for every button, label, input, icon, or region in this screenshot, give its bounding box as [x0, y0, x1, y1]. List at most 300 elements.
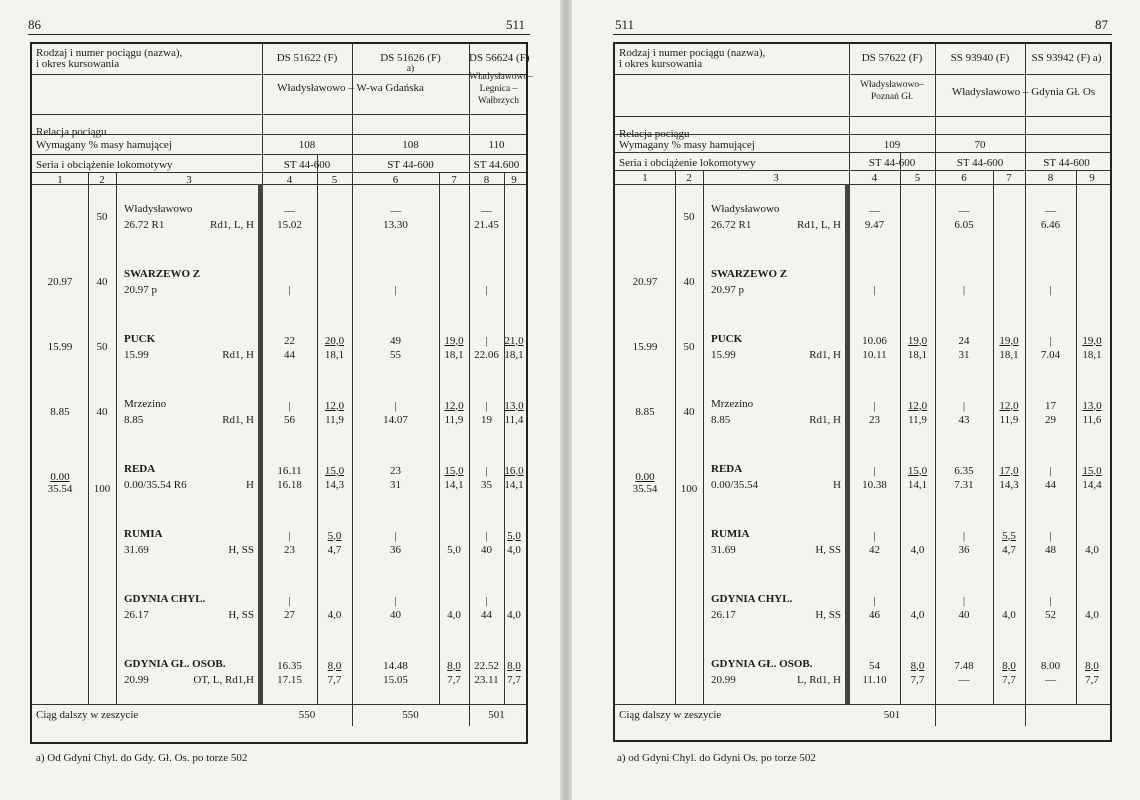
station-name: GDYNIA CHYL.: [711, 592, 793, 605]
column-number: 9: [511, 174, 517, 186]
running-time: 8,0: [1002, 659, 1016, 672]
arrival-time: |: [485, 464, 488, 477]
station-codes: Rd1, H: [222, 348, 254, 361]
train-relation: Poznań Gł.: [870, 92, 914, 102]
continued-label: Ciąg dalszy w zeszycie: [619, 709, 722, 721]
train-number: SS 93940 (F): [950, 52, 1010, 64]
running-time: 19,0: [907, 334, 928, 347]
departure-time: 42: [869, 543, 880, 556]
departure-time: 23: [284, 543, 295, 556]
departure-time: 6.05: [954, 218, 974, 231]
departure-time: 40: [481, 543, 492, 556]
station-codes: H: [246, 478, 254, 491]
running-time-alt: 7,7: [327, 673, 342, 686]
arrival-time: |: [1049, 529, 1052, 542]
arrival-time: |: [1049, 334, 1052, 347]
arrival-time: 22: [284, 334, 295, 347]
station-km: 31.69: [124, 543, 149, 556]
departure-time: 31: [958, 348, 970, 361]
row-rule: [615, 74, 1110, 75]
period-label: i okres kursowania: [36, 58, 120, 70]
arrival-time: 49: [390, 334, 401, 347]
departure-time: 48: [1045, 543, 1056, 556]
station-km: 20.99: [711, 673, 736, 686]
running-time-alt: 11,9: [444, 413, 464, 426]
departure-time: 36: [390, 543, 401, 556]
station-km: 8.85: [124, 413, 144, 426]
station-name: Mrzezino: [124, 397, 167, 410]
station-codes: Rd1, H: [809, 348, 841, 361]
running-time-alt: 4,0: [327, 608, 342, 621]
running-time-alt: 14,1: [504, 478, 524, 491]
station-km: 20.97 p: [124, 283, 157, 296]
column-number: 9: [1089, 172, 1095, 184]
column-number: 2: [686, 172, 692, 184]
column-rule: [703, 170, 704, 704]
departure-time: |: [962, 283, 966, 296]
station-name: REDA: [124, 462, 156, 475]
speed-limit: 40: [96, 405, 108, 418]
train-number: DS 51626 (F): [380, 52, 441, 64]
running-time-alt: 11,9: [999, 413, 1019, 426]
row-rule: [615, 116, 1110, 117]
station-name: Mrzezino: [711, 397, 754, 410]
total-load: 501: [883, 709, 901, 721]
km-value: 8.85: [635, 405, 655, 418]
station-name: GDYNIA CHYL.: [124, 592, 206, 605]
train-header-label: Rodzaj i numer pociągu (nazwa),: [619, 47, 766, 59]
departure-time: |: [288, 283, 291, 296]
left-page: [0, 0, 560, 800]
running-time-alt: 18,1: [444, 348, 464, 361]
departure-time: 10.11: [862, 348, 887, 361]
right-page: [572, 0, 1140, 800]
speed-limit: 40: [683, 275, 695, 288]
row-rule: [615, 170, 1110, 171]
departure-time: |: [485, 283, 488, 296]
arrival-time: 22.52: [474, 659, 499, 672]
departure-time: 9.47: [864, 218, 885, 231]
column-rule: [1025, 44, 1026, 726]
header-rule: [28, 34, 530, 35]
station-name: RUMIA: [124, 527, 163, 540]
running-time: 20,0: [324, 334, 345, 347]
running-time-alt: 7,7: [507, 673, 521, 686]
km-value: 15.99: [47, 340, 73, 353]
speed-limit: 100: [93, 482, 111, 495]
arrival-time: |: [485, 399, 488, 412]
footnote: a) Od Gdyni Chyl. do Gdy. Gł. Os. po torze 502: [36, 752, 248, 764]
arrival-time: 10.06: [862, 334, 887, 347]
km-value: 20.97: [632, 275, 658, 288]
running-time: 19,0: [444, 334, 464, 347]
km-value-alt: 35.54: [632, 482, 658, 495]
loco-series: ST 44-600: [283, 159, 331, 171]
station-codes: L, Rd1, H: [797, 673, 841, 686]
departure-time: 40: [958, 608, 970, 621]
total-load: 550: [298, 709, 316, 721]
row-rule: [32, 704, 526, 705]
row-rule: [32, 154, 526, 155]
running-time-alt: 4,7: [327, 543, 342, 556]
station-codes: H, SS: [228, 608, 254, 621]
running-time: 15,0: [324, 464, 345, 477]
departure-time: |: [394, 283, 397, 296]
departure-time: 23.11: [474, 673, 499, 686]
arrival-time: |: [873, 529, 876, 542]
column-number: 6: [961, 172, 967, 184]
column-number: 4: [286, 174, 293, 186]
column-number: 4: [871, 172, 878, 184]
departure-time: 35: [481, 478, 492, 491]
arrival-time: —: [869, 204, 880, 217]
row-rule: [615, 152, 1110, 153]
running-time: 19,0: [999, 334, 1019, 347]
arrival-time: |: [873, 464, 876, 477]
brake-percent: 108: [298, 139, 316, 151]
column-rule: [675, 170, 676, 704]
departure-time: 56: [284, 413, 295, 426]
arrival-time: |: [394, 529, 397, 542]
running-time: 5,0: [327, 529, 342, 542]
running-time-alt: 4,0: [507, 543, 521, 556]
running-time-alt: 4,0: [1085, 543, 1099, 556]
departure-time: |: [873, 283, 876, 296]
station-codes: Rd1, L, H: [210, 218, 254, 231]
timetable-number: 511: [615, 17, 635, 32]
timetable-grid: [30, 42, 533, 744]
departure-time: 44: [481, 608, 492, 621]
train-number: DS 56624 (F): [469, 52, 530, 64]
station-km: 26.17: [711, 608, 736, 621]
departure-time: 44: [284, 348, 295, 361]
brake-label: Wymagany % masy hamującej: [36, 139, 172, 151]
train-number: SS 93942 (F) a): [1031, 52, 1102, 64]
row-rule: [615, 704, 1110, 705]
column-number: 1: [642, 172, 648, 184]
running-time-alt: 14,1: [444, 478, 464, 491]
running-time-alt: 11,9: [325, 413, 344, 426]
station-km: 26.72 R1: [124, 218, 165, 231]
loco-series: ST 44.600: [473, 159, 520, 171]
running-time-alt: 18,1: [324, 348, 345, 361]
row-rule: [32, 74, 526, 75]
running-time-alt: 4,0: [1002, 608, 1016, 621]
arrival-time: 23: [390, 464, 401, 477]
column-number: 8: [483, 174, 490, 186]
arrival-time: 54: [869, 659, 880, 672]
arrival-time: |: [485, 594, 488, 607]
running-time: 15,0: [444, 464, 464, 477]
station-codes: Rd1, H: [809, 413, 841, 426]
running-time-alt: 14,3: [999, 478, 1019, 491]
arrival-time: |: [394, 594, 397, 607]
arrival-time: 7.48: [954, 659, 974, 672]
station-km: 26.72 R1: [711, 218, 752, 231]
km-value: 15.99: [632, 340, 658, 353]
departure-time: —: [958, 673, 970, 686]
speed-limit: 50: [96, 210, 108, 223]
km-value: 0.00: [50, 470, 70, 483]
book-gutter: [560, 0, 572, 800]
departure-time: 23: [869, 413, 880, 426]
arrival-time: 16.35: [277, 659, 302, 672]
column-rule: [900, 152, 901, 704]
km-value: 20.97: [47, 275, 73, 288]
departure-time: 6.46: [1040, 218, 1061, 231]
column-number: 2: [99, 174, 105, 186]
running-time-alt: 18,1: [907, 348, 928, 361]
footnote: a) od Gdyni Chyl. do Gdyni Os. po torze 502: [617, 752, 816, 764]
running-time-alt: 11,4: [504, 413, 524, 426]
train-relation: Legnica –: [479, 84, 518, 94]
column-rule-thick: [845, 184, 850, 704]
loco-series: ST 44-600: [956, 157, 1004, 169]
km-value-alt: 35.54: [47, 482, 73, 495]
running-time: 12,0: [907, 399, 928, 412]
train-relation: Władysławowo – Gdynia Gł. Os: [951, 86, 1096, 98]
running-time: 19,0: [1082, 334, 1102, 347]
running-time: 8,0: [507, 659, 521, 672]
running-time-alt: 7,7: [1002, 673, 1016, 686]
station-codes: H: [833, 478, 841, 491]
brake-percent: 110: [488, 139, 505, 151]
train-number: DS 57622 (F): [861, 52, 923, 64]
column-number: 5: [331, 174, 338, 186]
column-rule: [1076, 170, 1077, 704]
station-name: Władysławowo: [711, 202, 780, 215]
station-km: 15.99: [124, 348, 149, 361]
train-header-label: Rodzaj i numer pociągu (nazwa),: [36, 47, 183, 59]
km-value: 0.00: [635, 470, 655, 483]
departure-time: 22.06: [474, 348, 499, 361]
relation-label: Relacja pociągu: [36, 126, 107, 138]
train-number: DS 51622 (F): [276, 52, 338, 64]
loco-series: ST 44-600: [1043, 157, 1090, 169]
loco-series: ST 44-600: [868, 157, 916, 169]
running-time: 12,0: [324, 399, 345, 412]
total-load: 550: [402, 709, 419, 721]
running-time: 15,0: [907, 464, 928, 477]
arrival-time: |: [288, 529, 291, 542]
column-rule-thick: [258, 184, 263, 704]
column-rule: [439, 172, 440, 704]
running-time: 8,0: [327, 659, 342, 672]
station-name: GDYNIA GŁ. OSOB.: [124, 657, 226, 670]
arrival-time: |: [962, 594, 966, 607]
station-name: PUCK: [124, 332, 156, 345]
departure-time: 13.30: [383, 218, 408, 231]
loco-label: Seria i obciążenie lokomotywy: [36, 159, 173, 171]
arrival-time: 8.00: [1040, 659, 1061, 672]
running-time-alt: 14,3: [324, 478, 345, 491]
column-rule: [993, 170, 994, 704]
column-number: 5: [914, 172, 921, 184]
running-time-alt: 18,1: [1082, 348, 1102, 361]
running-time: 15,0: [1082, 464, 1102, 477]
running-time: 12,0: [444, 399, 464, 412]
column-rule: [504, 172, 505, 704]
column-number: 8: [1047, 172, 1054, 184]
speed-limit: 50: [683, 340, 695, 353]
train-note: a): [406, 64, 415, 74]
running-time-alt: 5,0: [447, 543, 461, 556]
arrival-time: —: [481, 204, 492, 217]
departure-time: 40: [390, 608, 401, 621]
speed-limit: 100: [680, 482, 698, 495]
running-time-alt: 14,1: [907, 478, 928, 491]
column-number: 6: [392, 174, 399, 186]
column-number: 7: [451, 174, 457, 186]
running-time: 13,0: [504, 399, 524, 412]
arrival-time: |: [1049, 464, 1052, 477]
station-km: 8.85: [711, 413, 731, 426]
train-relation: Wałbrzych: [478, 96, 519, 106]
running-time: 8,0: [1085, 659, 1099, 672]
running-time-alt: 11,9: [908, 413, 927, 426]
column-number: 3: [773, 172, 779, 184]
running-time-alt: 18,1: [999, 348, 1019, 361]
running-time-alt: 7,7: [447, 673, 461, 686]
station-km: 15.99: [711, 348, 736, 361]
running-time: 17,0: [999, 464, 1019, 477]
station-km: 0.00/35.54: [711, 478, 759, 491]
running-time: 8,0: [447, 659, 461, 672]
column-rule: [116, 172, 117, 704]
running-time: 16,0: [504, 464, 524, 477]
column-number: 1: [57, 174, 63, 186]
station-km: 26.17: [124, 608, 149, 621]
speed-limit: 50: [683, 210, 695, 223]
running-time-alt: 4,7: [1002, 543, 1016, 556]
timetable-number: 511: [506, 17, 526, 32]
running-time-alt: 7,7: [1085, 673, 1099, 686]
station-name: RUMIA: [711, 527, 750, 540]
row-rule: [615, 184, 1110, 185]
departure-time: 14.07: [383, 413, 408, 426]
station-name: PUCK: [711, 332, 743, 345]
station-name: SWARZEWO Z: [711, 267, 788, 280]
column-rule: [88, 172, 89, 704]
departure-time: 11.10: [862, 673, 887, 686]
speed-limit: 40: [96, 275, 108, 288]
departure-time: 44: [1045, 478, 1056, 491]
departure-time: 10.38: [862, 478, 887, 491]
arrival-time: 6.35: [954, 464, 974, 477]
total-load: 501: [488, 709, 505, 721]
station-codes: H, SS: [815, 608, 841, 621]
running-time-alt: 14,4: [1082, 478, 1102, 491]
page-number: 86: [28, 17, 41, 32]
arrival-time: |: [394, 399, 397, 412]
departure-time: 29: [1045, 413, 1056, 426]
running-time-alt: 4,0: [910, 608, 925, 621]
departure-time: 15.05: [383, 673, 408, 686]
station-km: 20.97 p: [711, 283, 744, 296]
running-time: 8,0: [910, 659, 925, 672]
arrival-time: |: [288, 594, 291, 607]
continued-label: Ciąg dalszy w zeszycie: [36, 709, 139, 721]
departure-time: 27: [284, 608, 295, 621]
row-rule: [32, 172, 526, 173]
running-time-alt: 18,1: [504, 348, 524, 361]
arrival-time: |: [873, 399, 876, 412]
brake-percent: 70: [974, 139, 986, 151]
arrival-time: |: [485, 529, 488, 542]
arrival-time: 16.11: [277, 464, 302, 477]
running-time: 5,0: [507, 529, 521, 542]
departure-time: 52: [1045, 608, 1056, 621]
arrival-time: |: [962, 399, 966, 412]
speed-limit: 50: [96, 340, 108, 353]
station-km: 31.69: [711, 543, 736, 556]
arrival-time: —: [1045, 204, 1056, 217]
departure-time: 31: [390, 478, 401, 491]
running-time-alt: 4,0: [910, 543, 925, 556]
column-number: 3: [186, 174, 192, 186]
running-time: 5,5: [1002, 529, 1016, 542]
departure-time: 7.31: [954, 478, 974, 491]
departure-time: 7.04: [1040, 348, 1061, 361]
departure-time: 15.02: [277, 218, 302, 231]
speed-limit: 40: [683, 405, 695, 418]
running-time-alt: 11,6: [1082, 413, 1102, 426]
relation-label: Relacja pociągu: [619, 128, 690, 140]
arrival-time: —: [390, 204, 401, 217]
column-rule: [317, 154, 318, 704]
page-number: 87: [1095, 17, 1108, 32]
arrival-time: 24: [958, 334, 970, 347]
station-name: GDYNIA GŁ. OSOB.: [711, 657, 813, 670]
running-time-alt: 4,0: [447, 608, 461, 621]
station-name: SWARZEWO Z: [124, 267, 201, 280]
station-km: 20.99: [124, 673, 149, 686]
running-time: 12,0: [999, 399, 1019, 412]
station-codes: Rd1, H: [222, 413, 254, 426]
arrival-time: |: [1049, 594, 1052, 607]
brake-percent: 109: [883, 139, 901, 151]
arrival-time: 17: [1045, 399, 1056, 412]
running-time: 13,0: [1082, 399, 1102, 412]
loco-series: ST 44-600: [387, 159, 434, 171]
row-rule: [32, 114, 526, 115]
station-codes: Rd1, L, H: [797, 218, 841, 231]
station-codes: OT, L, Rd1,H: [193, 673, 254, 686]
departure-time: |: [1049, 283, 1052, 296]
station-codes: H, SS: [815, 543, 841, 556]
departure-time: 55: [390, 348, 401, 361]
departure-time: —: [1045, 673, 1056, 686]
departure-time: 19: [481, 413, 492, 426]
km-value: 8.85: [50, 405, 70, 418]
station-km: 0.00/35.54 R6: [124, 478, 187, 491]
departure-time: 21.45: [474, 218, 499, 231]
station-codes: H, SS: [228, 543, 254, 556]
train-relation: Władysławowo – W-wa Gdańska: [277, 82, 424, 94]
brake-percent: 108: [402, 139, 419, 151]
column-number: 7: [1006, 172, 1012, 184]
loco-label: Seria i obciążenie lokomotywy: [619, 157, 756, 169]
timetable-grid: [613, 42, 1112, 742]
running-time-alt: 7,7: [910, 673, 925, 686]
brake-label: Wymagany % masy hamującej: [619, 139, 755, 151]
station-name: REDA: [711, 462, 743, 475]
running-time-alt: 4,0: [507, 608, 521, 621]
arrival-time: —: [958, 204, 970, 217]
departure-time: 43: [958, 413, 970, 426]
departure-time: 16.18: [277, 478, 302, 491]
arrival-time: |: [873, 594, 876, 607]
